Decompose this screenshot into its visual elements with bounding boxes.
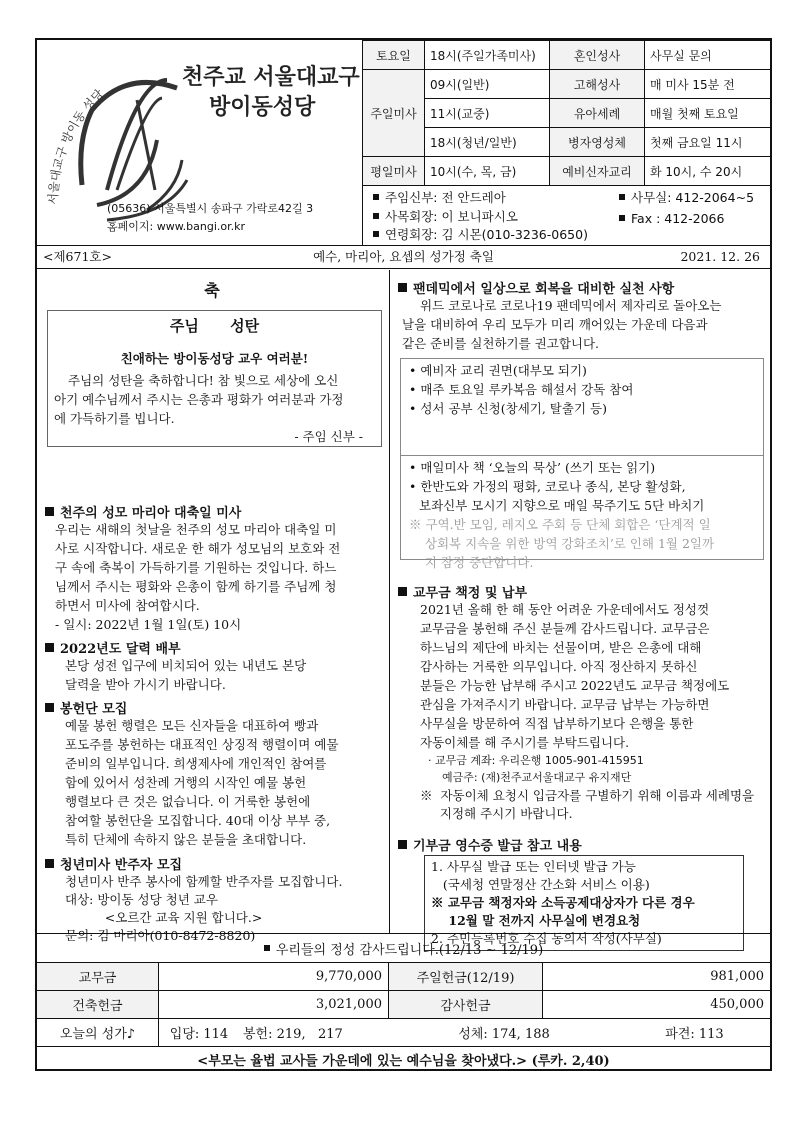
detail-cell: 사무실 문의 [645, 41, 772, 70]
section-line: 님께서 주시는 평화와 은총이 함께 하기를 주님께 청 [55, 579, 337, 594]
left-column [37, 270, 387, 943]
detail-cell: 매 미사 15분 전 [645, 70, 772, 99]
section-line: <오르간 교육 지원 합니다.> [65, 910, 263, 925]
section-line: - 일시: 2022년 1월 1일(토) 10시 [55, 617, 242, 632]
table-row [363, 157, 772, 186]
greeting-big1: 축 [204, 281, 220, 300]
hymns-row [37, 1019, 770, 1047]
hymn-entrance: 입당: 114 [169, 1027, 229, 1042]
section-line: 문의: 김 마리아(010-8472-8820) [65, 928, 256, 943]
section-line: 하면서 미사에 참여합시다. [55, 598, 200, 613]
offering-label: 건축헌금 [37, 991, 159, 1018]
list-item: • 매주 토요일 루카복음 해설서 강독 참여 [409, 382, 634, 397]
tithe-line: 관심을 가져주시기 바랍니다. 교무금 납부는 가능하면 [420, 697, 710, 712]
gospel-verse: <부모는 율법 교사들 가운데에 있는 예수님을 찾아냈다.> (루카. 2,40) [197, 1054, 610, 1069]
offering-value: 3,021,000 [159, 991, 389, 1018]
receipt-line: (국세청 연말정산 간소화 서비스 이용) [431, 877, 650, 892]
sacrament-cell: 혼인성사 [550, 41, 645, 70]
tithe-line: 감사하는 거룩한 의무입니다. 아직 정산하지 못하신 [420, 659, 698, 674]
issue-title: 예수, 마리아, 요셉의 성가정 축일 [313, 249, 494, 264]
tithe-line: 하느님의 제단에 바치는 선물이며, 받은 은총에 대해 [420, 640, 702, 655]
offering-summary [37, 933, 770, 1071]
label-weekday-mass: 평일미사 [363, 157, 425, 186]
section-line: 행렬보다 큰 것은 없습니다. 이 거룩한 봉헌에 [65, 794, 311, 809]
label-sunday-mass: 주일미사 [363, 70, 425, 157]
greeting-sign: - 주임 신부 - [294, 429, 363, 444]
section-title: 봉헌단 모집 [45, 698, 127, 717]
hymn-communion: 성체: 174, 188 [458, 1027, 550, 1042]
svg-text:서울대교구 방이동 성당 [45, 86, 107, 205]
hymns-label: 오늘의 성가♪ [37, 1019, 159, 1046]
section-line: 사로 시작합니다. 새로운 한 해가 성모님의 보호와 전 [55, 541, 341, 556]
sacrament-cell: 예비신자교리 [550, 157, 645, 186]
offering-value: 9,770,000 [159, 963, 389, 990]
time-cell: 11시(교중) [425, 99, 550, 128]
receipt-title: 기부금 영수증 발급 참고 내용 [398, 835, 582, 854]
section-line: 특히 단체에 속하지 않은 분들을 초대합니다. [65, 832, 307, 847]
table-row [363, 99, 772, 128]
tithe-line: 2021년 올해 한 해 동안 어려운 가운데에서도 정성껏 [420, 602, 710, 617]
council-president: 사목회장: 이 보니파시오 [373, 208, 588, 227]
section-line: 달력을 받아 가시기 바랍니다. [65, 677, 226, 692]
pastor: 주임신부: 전 안드레아 [373, 189, 588, 208]
time-cell: 09시(일반) [425, 70, 550, 99]
table-row [37, 991, 770, 1019]
issue-date: 2021. 12. 26 [680, 249, 760, 264]
greeting-box [47, 310, 382, 447]
detail-cell: 첫째 금요일 11시 [645, 128, 772, 157]
greeting-line: 에 가득하기를 빕니다. [54, 411, 175, 426]
tithe-line: 교무금을 봉헌해 주신 분들께 감사드립니다. 교무금은 [420, 621, 710, 636]
receipt-line: ※ 교무금 책정자와 소득공제대상자가 다른 경우 [431, 895, 695, 910]
funeral-president: 연령회장: 김 시몬(010-3236-0650) [373, 226, 588, 245]
section-line: 구 속에 축복이 가득하기를 기원하는 것입니다. 하느 [55, 560, 337, 575]
section-line: 대상: 방이동 성당 청년 교우 [65, 892, 218, 907]
time-cell: 10시(수, 목, 금) [425, 157, 550, 186]
detail-cell: 매월 첫째 토요일 [645, 99, 772, 128]
tithe-line: 사무실을 방문하여 직접 납부하기보다 은행을 통한 [420, 716, 694, 731]
pandemic-note: 상회복 지속을 위한 방역 강화조치’로 인해 1월 2일까 [409, 536, 715, 551]
list-item: • 예비자 교리 권면(대부모 되기) [409, 363, 587, 378]
logo-arc-text: 서울대교구 방이동 성당 [45, 86, 107, 206]
tithe-line: 자동이체를 해 주시기를 부탁드립니다. [420, 735, 630, 750]
pandemic-intro: 위드 코로나로 코로나19 팬데믹에서 제자리로 돌아오는 [420, 298, 722, 313]
section-line: 본당 성전 입구에 비치되어 있는 내년도 본당 [65, 658, 307, 673]
list-item: 보좌신부 모시기 지향으로 매일 묵주기도 5단 바치기 [419, 498, 705, 513]
offering-title-row [37, 934, 770, 963]
logo-title-2: 방이동성당 [209, 95, 316, 120]
hymn-dismissal: 파견: 113 [665, 1027, 724, 1042]
offering-label: 주일헌금(12/19) [389, 963, 543, 990]
pandemic-intro: 날을 대비하여 우리 모두가 미리 깨어있는 가운데 다음과 [402, 317, 708, 332]
tithe-title: 교무금 책정 및 납부 [398, 582, 527, 601]
fax-number: Fax : 412-2066 [619, 208, 754, 229]
contacts [362, 185, 772, 245]
homepage: 홈페이지: www.bangi.or.kr [107, 220, 246, 233]
pandemic-list-2 [400, 455, 764, 570]
detail-cell: 화 10시, 수 20시 [645, 157, 772, 186]
list-item: • 성서 공부 신청(창세기, 탈출기 등) [409, 401, 607, 416]
time-cell: 18시(주일가족미사) [425, 41, 550, 70]
section-title: 천주의 성모 마리아 대축일 미사 [45, 502, 241, 521]
greeting-salutation: 친애하는 방이동성당 교우 여러분! [120, 351, 309, 366]
logo-title-1: 천주교 서울대교구 [182, 65, 360, 90]
pandemic-title: 팬데믹에서 일상으로 회복을 대비한 실천 사항 [398, 278, 674, 297]
greeting-line: 아기 예수님께서 주시는 은총과 평화가 여러분과 가정 [54, 392, 344, 407]
receipt-line: 12월 말 전까지 사무실에 변경요청 [431, 913, 641, 928]
tithe-notice: 지정해 주시기 바랍니다. [420, 806, 573, 821]
tithe-account: · 교무금 계좌: 우리은행 1005-901-415951 [428, 754, 644, 767]
offering-value: 450,000 [710, 997, 764, 1012]
verse-row [37, 1047, 770, 1072]
label-saturday: 토요일 [363, 41, 425, 70]
table-row [363, 128, 772, 157]
receipt-line: 1. 사무실 발급 또는 인터넷 발급 가능 [431, 859, 636, 874]
table-row [363, 41, 772, 70]
section-line: 준비의 일부입니다. 희생제사에 개인적인 참여를 [65, 756, 327, 771]
list-item: • 매일미사 책 ‘오늘의 묵상’ (쓰기 또는 읽기) [409, 460, 656, 475]
section-title: 청년미사 반주자 모집 [45, 854, 182, 873]
bulletin-frame [35, 38, 772, 1071]
pandemic-note: 지 잠정 중단합니다. [409, 555, 534, 570]
right-column [389, 270, 770, 946]
address: (05636) 서울특별시 송파구 가락로42길 3 [107, 202, 314, 215]
issue-number: <제671호> [43, 249, 112, 264]
schedule-table [362, 40, 772, 186]
offering-value: 981,000 [710, 969, 764, 984]
section-line: 우리는 새해의 첫날을 천주의 성모 마리아 대축일 미 [55, 522, 337, 537]
tithe-line: 분들은 가능한 납부해 주시고 2022년도 교무금 책정에도 [420, 678, 730, 693]
greeting-big2: 주님 성탄 [169, 317, 260, 335]
sacrament-cell: 고해성사 [550, 70, 645, 99]
logo-area [37, 40, 362, 245]
sacrament-cell: 유아세례 [550, 99, 645, 128]
issue-bar [37, 245, 770, 269]
section-line: 예물 봉헌 행렬은 모든 신자들을 대표하여 빵과 [65, 718, 319, 733]
time-cell: 18시(청년/일반) [425, 128, 550, 157]
section-line: 청년미사 반주 봉사에 함께할 반주자를 모집합니다. [65, 874, 343, 889]
section-title: 2022년도 달력 배부 [45, 638, 181, 657]
offering-label: 교무금 [37, 963, 159, 990]
table-row [363, 70, 772, 99]
table-row [37, 963, 770, 991]
receipt-line: 2. 주민등록번호 수집 동의서 작성(사무실) [431, 931, 662, 946]
offering-label: 감사헌금 [389, 991, 543, 1018]
hymn-offertory: 봉헌: 219, 217 [243, 1027, 343, 1042]
pandemic-note: ※ 구역.반 모임, 레지오 주회 등 단체 회합은 ‘단계적 일 [409, 517, 711, 532]
list-item: • 한반도와 가정의 평화, 코로나 종식, 본당 활성화, [409, 479, 686, 494]
section-line: 함에 있어서 성찬례 거행의 시작인 예물 봉헌 [65, 775, 307, 790]
office-phone: 사무실: 412-2064~5 [619, 187, 754, 208]
pandemic-list [400, 358, 764, 456]
section-line: 포도주를 봉헌하는 대표적인 상징적 행렬이며 예물 [65, 737, 339, 752]
greeting-line: 주님의 성탄을 축하합니다! 참 빛으로 세상에 오신 [68, 373, 339, 388]
tithe-notice: ※ 자동이체 요청시 입금자를 구별하기 위해 이름과 세례명을 [420, 788, 755, 803]
pandemic-intro: 같은 준비를 실천하기를 권고합니다. [402, 336, 600, 351]
sacrament-cell: 병자영성체 [550, 128, 645, 157]
offering-title: 우리들의 정성 감사드립니다.(12/13 ~ 12/19) [37, 934, 770, 962]
tithe-holder: 예금주: (재)천주교서울대교구 유지재단 [442, 771, 632, 784]
section-line: 참여할 봉헌단을 모집합니다. 40대 이상 부부 중, [65, 813, 331, 828]
